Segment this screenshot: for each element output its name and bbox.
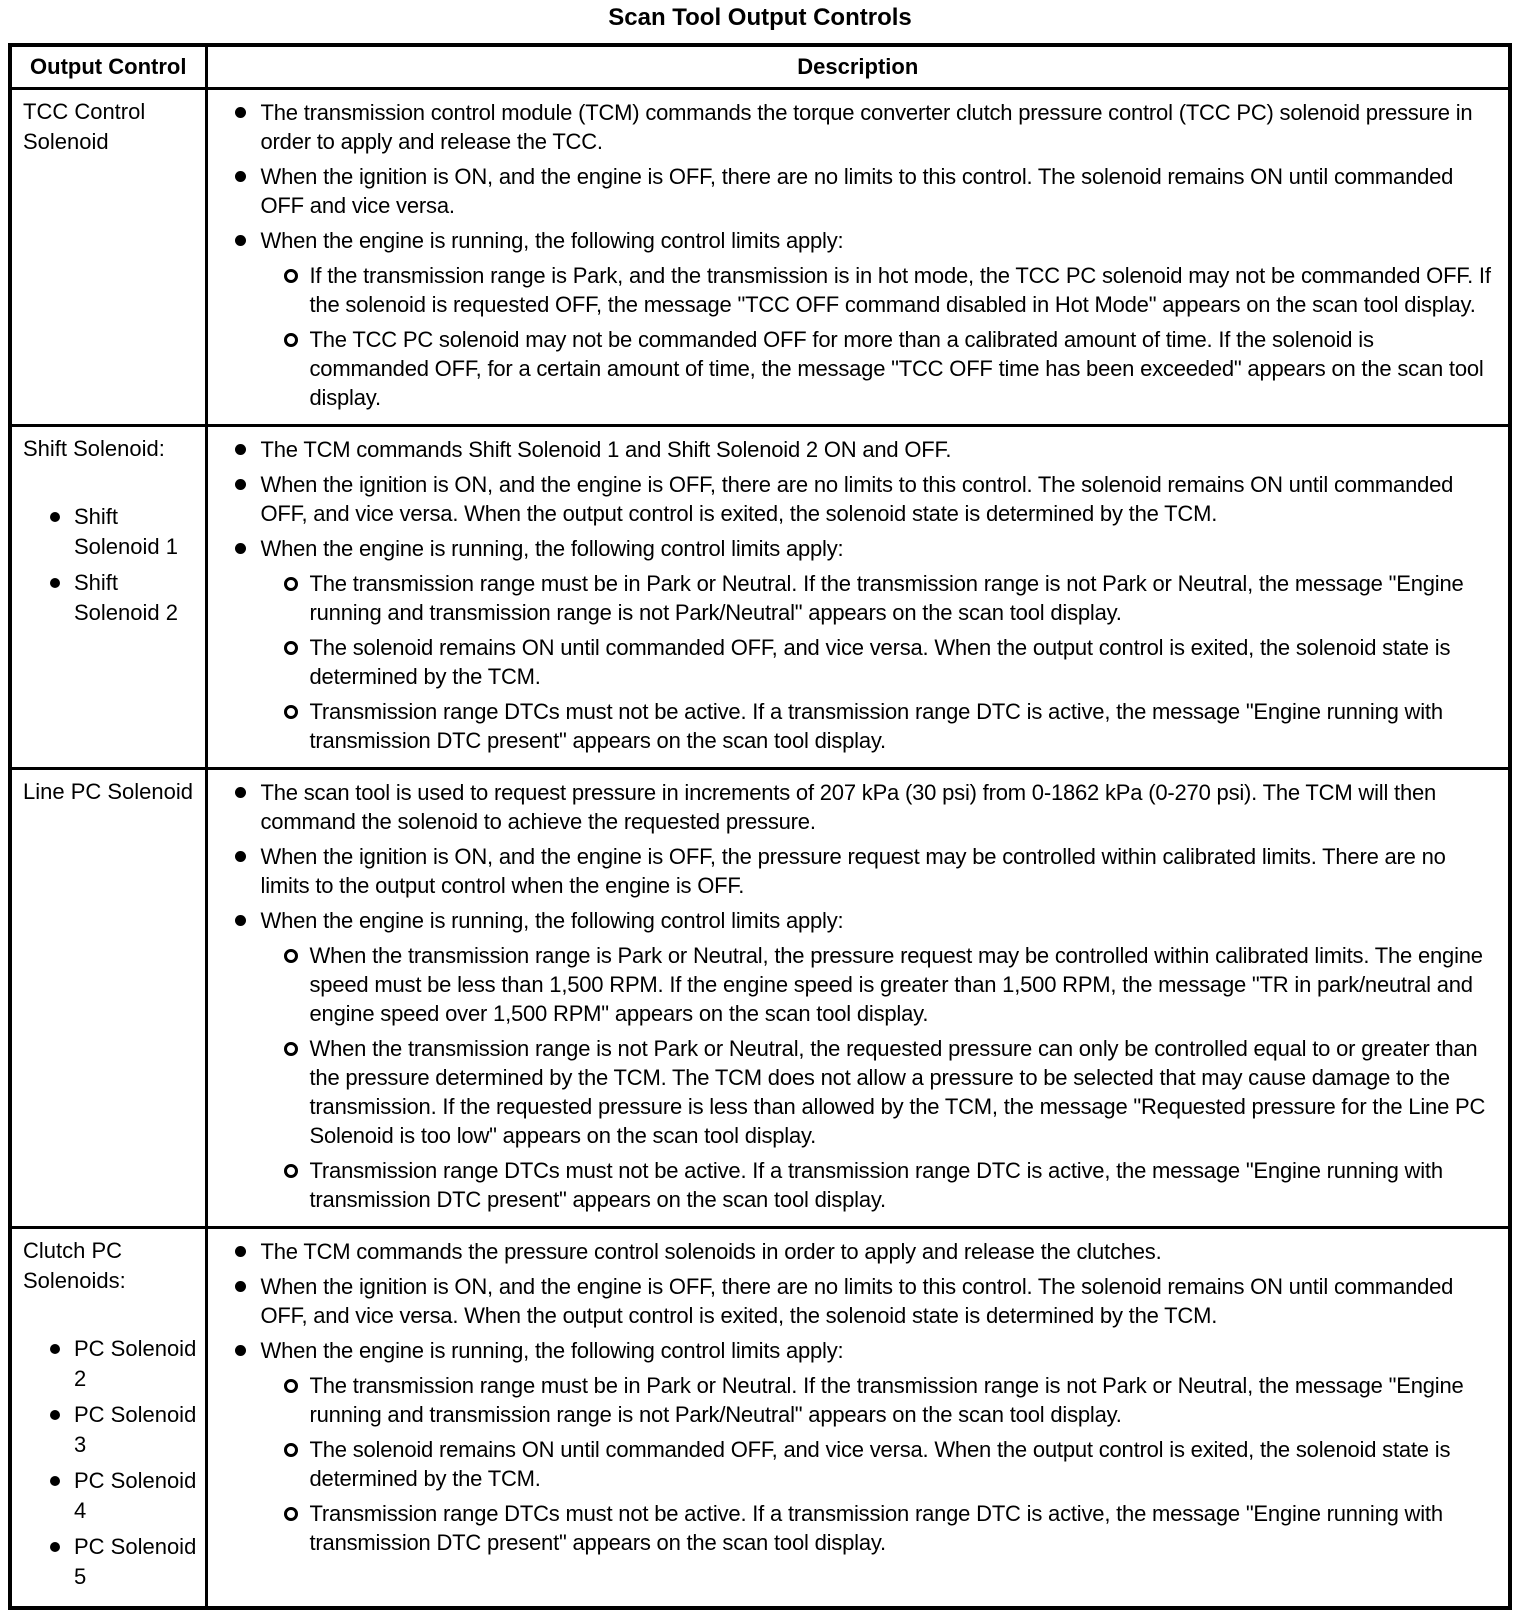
description-cell bbox=[206, 1228, 1510, 1609]
header-row bbox=[10, 45, 1510, 89]
column-header-description: Description bbox=[206, 45, 1510, 89]
bullet-icon bbox=[50, 1410, 60, 1420]
description-sub-bullet bbox=[284, 261, 1493, 319]
description-sub-bullet bbox=[284, 1034, 1493, 1150]
bullet-icon bbox=[235, 1281, 246, 1292]
description-sub-bullet-text: Transmission range DTCs must not be active. If a transmission range DTC is active, the message "Engine running with transmission DTC present" appears on the scan tool display. bbox=[309, 1158, 1443, 1212]
table-row bbox=[10, 1228, 1510, 1609]
column-header-output-control: Output Control bbox=[10, 45, 206, 89]
description-bullet-text: The scan tool is used to request pressure in increments of 207 kPa (30 psi) from 0-1862 kPa (0-270 psi). The TCM will then command the solenoid to achieve the requested pressure. bbox=[260, 780, 1437, 834]
description-bullet bbox=[232, 906, 1493, 1214]
bullet-icon bbox=[235, 1345, 246, 1356]
hollow-bullet-icon bbox=[284, 641, 298, 655]
description-bullet-text: The transmission control module (TCM) commands the torque converter clutch pressure control (TCC PC) solenoid pressure in order to apply and release the TCC. bbox=[260, 100, 1473, 154]
control-name: Line PC Solenoid bbox=[23, 779, 194, 804]
control-name: Clutch PC Solenoids: bbox=[23, 1238, 126, 1293]
bullet-icon bbox=[235, 479, 246, 490]
description-sub-bullet-text: If the transmission range is Park, and the transmission is in hot mode, the TCC PC solenoid may not be commanded OFF. If the solenoid is requested OFF, the message "TCC OFF command disabled in Hot Mode" appears on the scan tool display. bbox=[309, 263, 1491, 317]
control-sub-item bbox=[50, 1334, 201, 1394]
description-bullet bbox=[232, 1272, 1493, 1330]
description-sub-bullet bbox=[284, 569, 1493, 627]
bullet-icon bbox=[235, 1246, 246, 1257]
description-bullet bbox=[232, 435, 1493, 464]
output-control-cell bbox=[10, 426, 206, 769]
description-sub-bullet-text: The solenoid remains ON until commanded OFF, and vice versa. When the output control is exited, the solenoid state is determined by the TCM. bbox=[309, 635, 1451, 689]
description-bullet-text: When the ignition is ON, and the engine is OFF, the pressure request may be controlled within calibrated limits. There are no limits to the output control when the engine is OFF. bbox=[260, 844, 1446, 898]
description-sub-bullet bbox=[284, 941, 1493, 1028]
bullet-icon bbox=[235, 851, 246, 862]
hollow-bullet-icon bbox=[284, 705, 298, 719]
scan-tool-output-controls-table bbox=[8, 43, 1512, 1610]
table-row bbox=[10, 426, 1510, 769]
hollow-bullet-icon bbox=[284, 269, 298, 283]
control-sub-item-label: PC Solenoid 2 bbox=[74, 1336, 197, 1391]
description-sub-bullet-text: When the transmission range is not Park or Neutral, the requested pressure can only be controlled equal to or greater than the pressure determined by the TCM. The TCM does not allow a pressure to be selected that may cause damage to the transmission. If the requested pressure is less than allowed by the TCM, the message "Requested pressure for the Line PC Solenoid is too low" appears on the scan tool display. bbox=[309, 1036, 1486, 1148]
table-body bbox=[10, 89, 1510, 1609]
output-control-cell bbox=[10, 1228, 206, 1609]
control-item-list bbox=[50, 1334, 201, 1592]
description-sub-bullet-text: The TCC PC solenoid may not be commanded OFF for more than a calibrated amount of time. If the solenoid is commanded OFF, for a certain amount of time, the message "TCC OFF time has been exceeded" appears on the scan tool display. bbox=[309, 327, 1484, 410]
output-control-cell bbox=[10, 89, 206, 426]
description-sub-bullet-text: The transmission range must be in Park or Neutral. If the transmission range is not Park or Neutral, the message "Engine running and transmission range is not Park/Neutral" appears on the scan tool display. bbox=[309, 571, 1464, 625]
description-sub-bullet-list bbox=[261, 941, 1493, 1214]
description-sub-bullet-list bbox=[261, 261, 1493, 412]
description-sub-bullet-list bbox=[261, 1371, 1493, 1557]
description-bullet-list bbox=[232, 778, 1493, 1214]
control-sub-item-label: PC Solenoid 5 bbox=[74, 1534, 197, 1589]
description-bullet-list bbox=[232, 1237, 1493, 1557]
description-bullet bbox=[232, 226, 1493, 412]
control-sub-item bbox=[50, 1532, 201, 1592]
table-row bbox=[10, 89, 1510, 426]
bullet-icon bbox=[50, 578, 60, 588]
control-sub-item bbox=[50, 502, 201, 562]
table-header bbox=[10, 45, 1510, 89]
page-title: Scan Tool Output Controls bbox=[608, 4, 912, 31]
description-bullet bbox=[232, 778, 1493, 836]
description-cell bbox=[206, 769, 1510, 1228]
control-sub-item bbox=[50, 1466, 201, 1526]
bullet-icon bbox=[235, 915, 246, 926]
description-bullet-text: When the ignition is ON, and the engine is OFF, there are no limits to this control. The solenoid remains ON until commanded OFF, and vice versa. When the output control is exited, the solenoid state is determined by the TCM. bbox=[260, 1274, 1454, 1328]
description-bullet-text: When the engine is running, the following control limits apply: bbox=[260, 536, 844, 561]
description-sub-bullet-list bbox=[261, 569, 1493, 755]
control-sub-item bbox=[50, 568, 201, 628]
description-sub-bullet bbox=[284, 325, 1493, 412]
control-sub-item-label: PC Solenoid 3 bbox=[74, 1402, 197, 1457]
control-item-list bbox=[50, 502, 201, 628]
description-bullet-list bbox=[232, 435, 1493, 755]
bullet-icon bbox=[50, 1542, 60, 1552]
bullet-icon bbox=[235, 444, 246, 455]
bullet-icon bbox=[235, 107, 246, 118]
control-name: Shift Solenoid: bbox=[23, 436, 165, 461]
description-bullet-text: When the engine is running, the following control limits apply: bbox=[260, 908, 844, 933]
description-bullet-text: When the ignition is ON, and the engine is OFF, there are no limits to this control. The solenoid remains ON until commanded OFF and vice versa. bbox=[260, 164, 1454, 218]
description-bullet bbox=[232, 470, 1493, 528]
bullet-icon bbox=[235, 787, 246, 798]
description-bullet bbox=[232, 534, 1493, 755]
hollow-bullet-icon bbox=[284, 1164, 298, 1178]
bullet-icon bbox=[235, 543, 246, 554]
description-bullet-text: When the engine is running, the following control limits apply: bbox=[260, 1338, 844, 1363]
description-sub-bullet bbox=[284, 697, 1493, 755]
bullet-icon bbox=[50, 512, 60, 522]
output-control-cell bbox=[10, 769, 206, 1228]
description-sub-bullet bbox=[284, 1371, 1493, 1429]
control-sub-item-label: Shift Solenoid 2 bbox=[74, 570, 178, 625]
description-sub-bullet-text: The transmission range must be in Park or Neutral. If the transmission range is not Park or Neutral, the message "Engine running and transmission range is not Park/Neutral" appears on the scan tool display. bbox=[309, 1373, 1464, 1427]
bullet-icon bbox=[235, 235, 246, 246]
description-sub-bullet-text: Transmission range DTCs must not be active. If a transmission range DTC is active, the message "Engine running with transmission DTC present" appears on the scan tool display. bbox=[309, 699, 1443, 753]
control-sub-item-label: Shift Solenoid 1 bbox=[74, 504, 178, 559]
bullet-icon bbox=[50, 1344, 60, 1354]
hollow-bullet-icon bbox=[284, 949, 298, 963]
hollow-bullet-icon bbox=[284, 1042, 298, 1056]
hollow-bullet-icon bbox=[284, 1379, 298, 1393]
description-bullet-text: When the engine is running, the following control limits apply: bbox=[260, 228, 844, 253]
bullet-icon bbox=[235, 171, 246, 182]
description-sub-bullet bbox=[284, 1499, 1493, 1557]
hollow-bullet-icon bbox=[284, 1507, 298, 1521]
description-sub-bullet bbox=[284, 633, 1493, 691]
description-cell bbox=[206, 89, 1510, 426]
control-name: TCC Control Solenoid bbox=[23, 99, 146, 154]
hollow-bullet-icon bbox=[284, 1443, 298, 1457]
document-page bbox=[0, 4, 1520, 1610]
control-sub-item bbox=[50, 1400, 201, 1460]
hollow-bullet-icon bbox=[284, 577, 298, 591]
description-sub-bullet bbox=[284, 1435, 1493, 1493]
description-bullet-text: The TCM commands Shift Solenoid 1 and Shift Solenoid 2 ON and OFF. bbox=[260, 437, 952, 462]
description-bullet bbox=[232, 1237, 1493, 1266]
description-sub-bullet-text: When the transmission range is Park or Neutral, the pressure request may be controlled within calibrated limits. The engine speed must be less than 1,500 RPM. If the engine speed is greater than 1,500 RPM, the message "TR in park/neutral and engine speed over 1,500 RPM" appears on the scan tool display. bbox=[309, 943, 1483, 1026]
description-bullet bbox=[232, 98, 1493, 156]
description-sub-bullet-text: Transmission range DTCs must not be active. If a transmission range DTC is active, the message "Engine running with transmission DTC present" appears on the scan tool display. bbox=[309, 1501, 1443, 1555]
description-bullet-text: When the ignition is ON, and the engine is OFF, there are no limits to this control. The solenoid remains ON until commanded OFF, and vice versa. When the output control is exited, the solenoid state is determined by the TCM. bbox=[260, 472, 1454, 526]
hollow-bullet-icon bbox=[284, 333, 298, 347]
description-sub-bullet bbox=[284, 1156, 1493, 1214]
table-row bbox=[10, 769, 1510, 1228]
description-bullet-list bbox=[232, 98, 1493, 412]
description-bullet-text: The TCM commands the pressure control solenoids in order to apply and release the clutches. bbox=[260, 1239, 1162, 1264]
description-cell bbox=[206, 426, 1510, 769]
description-bullet bbox=[232, 162, 1493, 220]
control-sub-item-label: PC Solenoid 4 bbox=[74, 1468, 197, 1523]
description-bullet bbox=[232, 842, 1493, 900]
description-sub-bullet-text: The solenoid remains ON until commanded OFF, and vice versa. When the output control is exited, the solenoid state is determined by the TCM. bbox=[309, 1437, 1451, 1491]
description-bullet bbox=[232, 1336, 1493, 1557]
bullet-icon bbox=[50, 1476, 60, 1486]
